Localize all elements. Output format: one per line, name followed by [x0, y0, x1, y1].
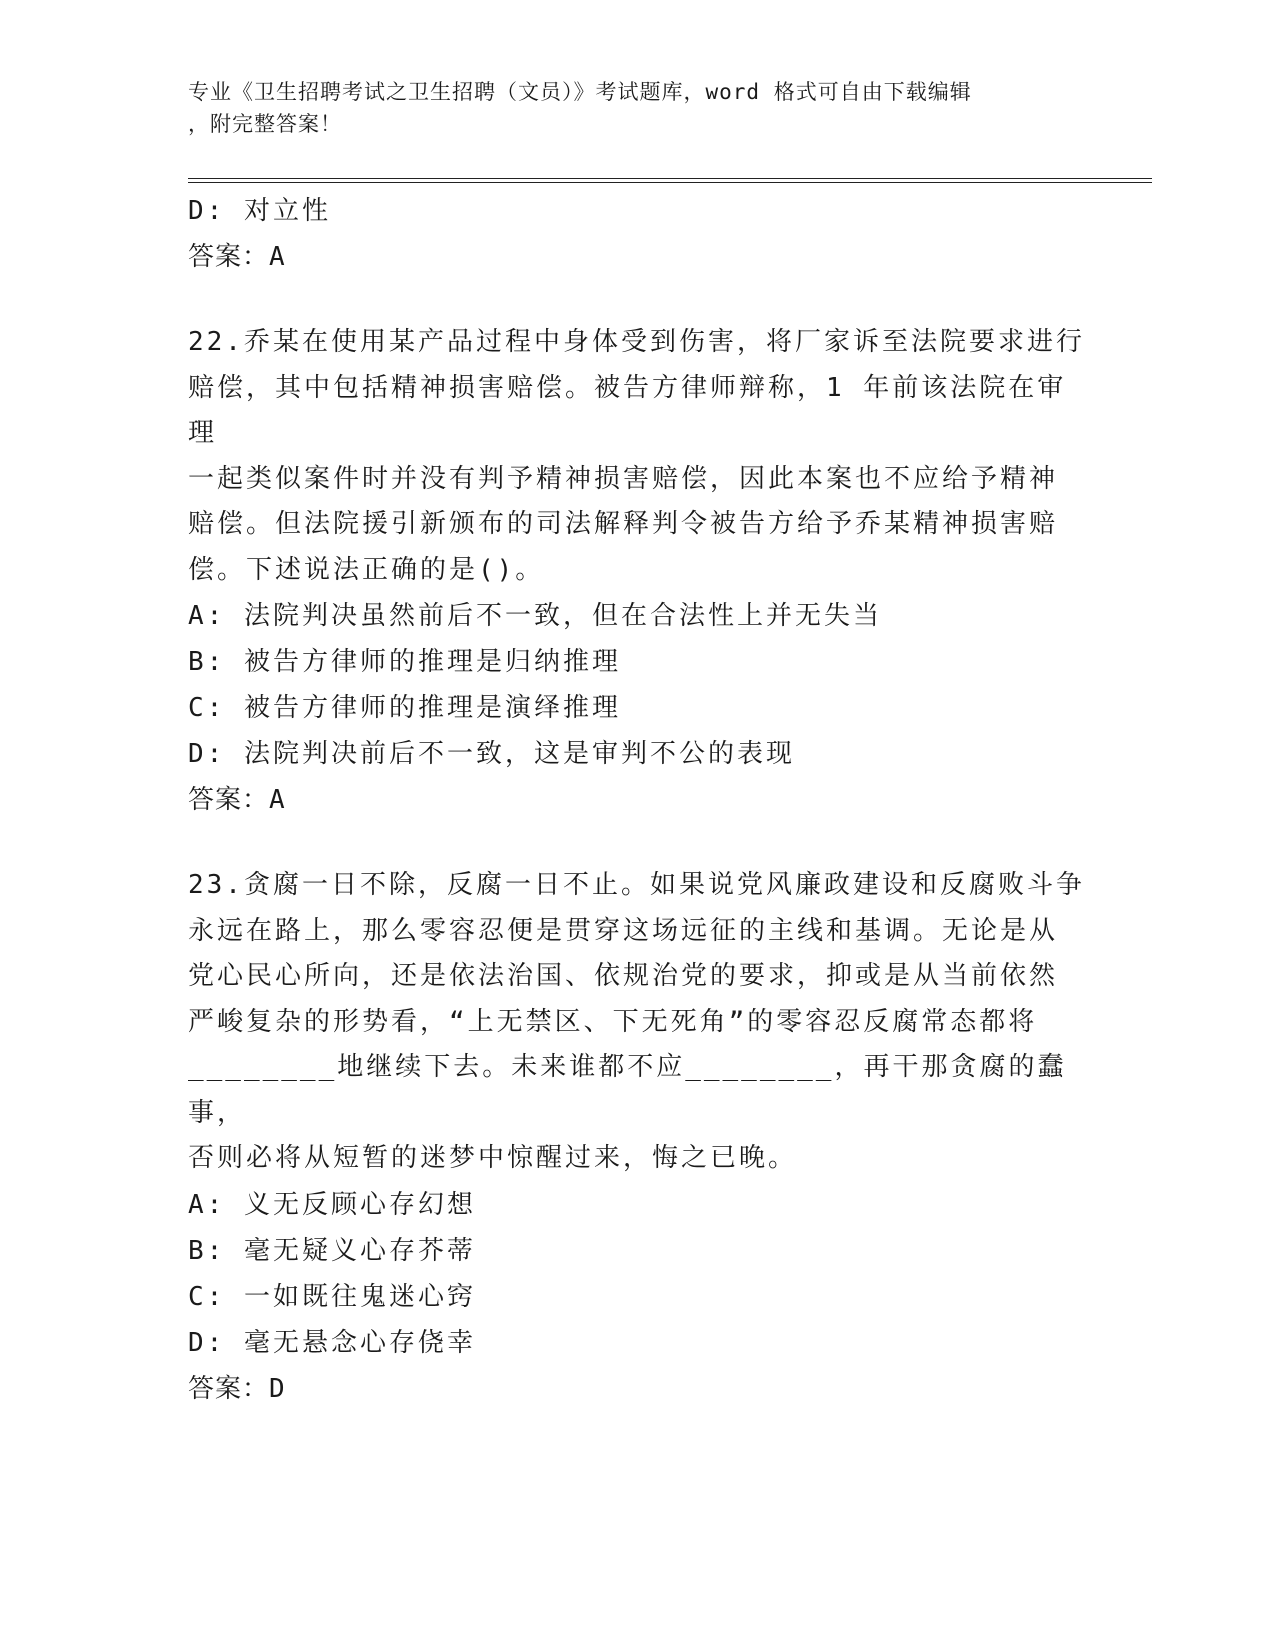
- option-c: C: 被告方律师的推理是演绎推理: [188, 693, 621, 723]
- header-rule-bottom: [188, 182, 1152, 183]
- stem-line: 23.贪腐一日不除，反腐一日不止。如果说党风廉政建设和反腐败斗争: [188, 870, 1085, 900]
- option-d: D: 毫无悬念心存侥幸: [188, 1327, 476, 1358]
- option-b: B: 毫无疑义心存芥蒂: [188, 1235, 476, 1266]
- stem-line: 一起类似案件时并没有判予精神损害赔偿，因此本案也不应给予精神: [188, 463, 1059, 494]
- option-a: A: 法院判决虽然前后不一致，但在合法性上并无失当: [188, 601, 882, 631]
- stem-line: 赔偿，其中包括精神损害赔偿。被告方律师辩称，1 年前该法院在审理: [188, 372, 1067, 448]
- stem-line: 严峻复杂的形势看，“上无禁区、下无死角”的零容忍反腐常态都将: [188, 1006, 1038, 1037]
- stem-line: 偿。下述说法正确的是()。: [188, 554, 545, 585]
- stem-line: 否则必将从短暂的迷梦中惊醒过来，悔之已晚。: [188, 1143, 798, 1173]
- page-header: [188, 76, 1068, 140]
- option-a: A: 义无反顾心存幻想: [188, 1189, 476, 1220]
- question-22: [188, 320, 1088, 823]
- stem-line: 永远在路上，那么零容忍便是贯穿这场远征的主线和基调。无论是从: [188, 915, 1059, 946]
- stem-line: 党心民心所向，还是依法治国、依规治党的要求，抑或是从当前依然: [188, 961, 1059, 991]
- stem-line: ________地继续下去。未来谁都不应________，再干那贪腐的蠢事，: [188, 1052, 1067, 1128]
- header-line-2: ，附完整答案！: [188, 112, 342, 136]
- question-stem: [188, 320, 1088, 593]
- option-c: C: 一如既往鬼迷心窍: [188, 1281, 476, 1312]
- option-d: D: 法院判决前后不一致，这是审判不公的表现: [188, 739, 795, 769]
- answer-line: 答案：A: [188, 242, 286, 272]
- option-b: B: 被告方律师的推理是归纳推理: [188, 647, 621, 677]
- answer-line: 答案：D: [188, 1373, 286, 1404]
- document-body: [188, 188, 1088, 1412]
- answer-line: 答案：A: [188, 785, 286, 815]
- question-23: [188, 863, 1088, 1412]
- question-stem: [188, 863, 1088, 1182]
- previous-question-tail: [188, 188, 1088, 280]
- stem-line: 赔偿。但法院援引新颁布的司法解释判令被告方给予乔某精神损害赔: [188, 509, 1059, 539]
- stem-line: 22.乔某在使用某产品过程中身体受到伤害，将厂家诉至法院要求进行: [188, 327, 1085, 357]
- header-rule-top: [188, 178, 1152, 179]
- option-d: D: 对立性: [188, 196, 331, 226]
- header-line-1: 专业《卫生招聘考试之卫生招聘（文员）》考试题库，word 格式可自由下载编辑: [188, 80, 972, 104]
